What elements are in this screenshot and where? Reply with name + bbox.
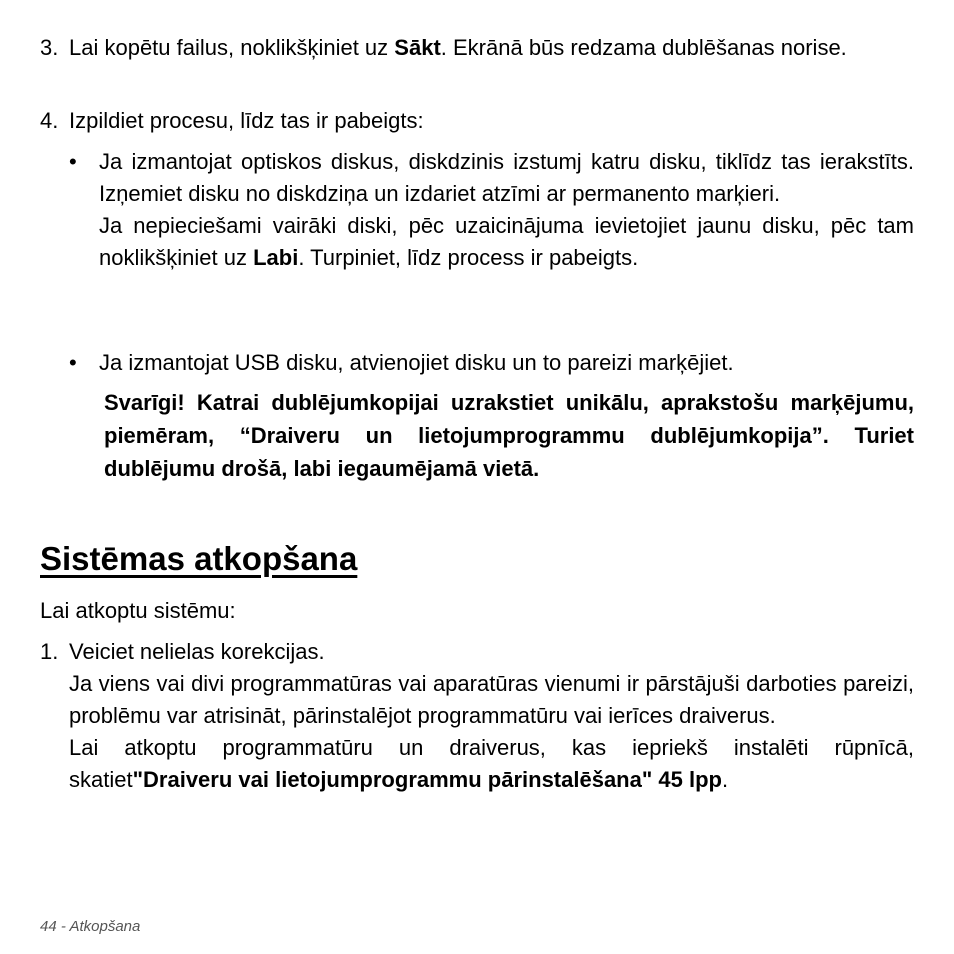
step-1 — [40, 636, 914, 796]
bullet-optical-disc — [69, 146, 914, 274]
step-number: 3. — [40, 35, 59, 60]
step-3 — [40, 32, 914, 64]
bullet-marker: • — [69, 350, 77, 375]
bullet-text: Ja izmantojat USB disku, atvienojiet disku un to pareizi marķējiet. — [99, 350, 734, 375]
start-keyword: Sākt — [394, 35, 441, 60]
bullet-usb-disc — [69, 347, 914, 379]
step-number: 1. — [40, 639, 59, 664]
bullet-marker: • — [69, 149, 77, 174]
bullet-text: Ja izmantojat optiskos diskus, diskdzinis izstumj katru disku, tiklīdz tas ierakstīts. Izņemiet disku no diskdziņa un izdariet atzīmi ar permanento marķieri. — [99, 149, 914, 206]
ok-keyword: Labi — [253, 245, 299, 270]
important-note: Svarīgi! Katrai dublējumkopijai uzrakstiet unikālu, aprakstošu marķējumu, piemēram, “Draiveru un lietojumprogrammu dublējumkopija”. Turiet dublējumu drošā, labi iegaumējamā vietā. — [104, 390, 914, 481]
section-intro: Lai atkoptu sistēmu: — [40, 598, 236, 623]
step-4 — [40, 105, 914, 137]
page-footer: 44 - Atkopšana — [40, 918, 141, 935]
section-heading: Sistēmas atkopšana — [40, 540, 358, 577]
step-text: Lai kopētu failus, noklikšķiniet uz Sākt. Ekrānā būs redzama dublēšanas norise. — [69, 35, 847, 60]
step-text: Izpildiet procesu, līdz tas ir pabeigts: — [69, 108, 424, 133]
reinstall-reference-link[interactable]: "Draiveru vai lietojumprogrammu pārinstalēšana" 45 lpp — [132, 767, 722, 792]
step-title: Veiciet nelielas korekcijas. — [69, 639, 325, 664]
step-para-2: Lai atkoptu programmatūru un draiverus, kas iepriekš instalēti rūpnīcā, skatiet"Draiveru vai lietojumprogrammu pārinstalēšana" 45 lpp. — [69, 735, 914, 792]
bullet-extra-text: Ja nepieciešami vairāki diski, pēc uzaicinājuma ievietojiet jaunu disku, pēc tam noklikšķiniet uz Labi. Turpiniet, līdz process ir pabeigts. — [99, 213, 914, 270]
step-number: 4. — [40, 108, 59, 133]
step-para-1: Ja viens vai divi programmatūras vai aparatūras vienumi ir pārstājuši darboties pareizi, problēmu var atrisināt, pārinstalējot programmatūru vai ierīces draiverus. — [69, 671, 914, 728]
